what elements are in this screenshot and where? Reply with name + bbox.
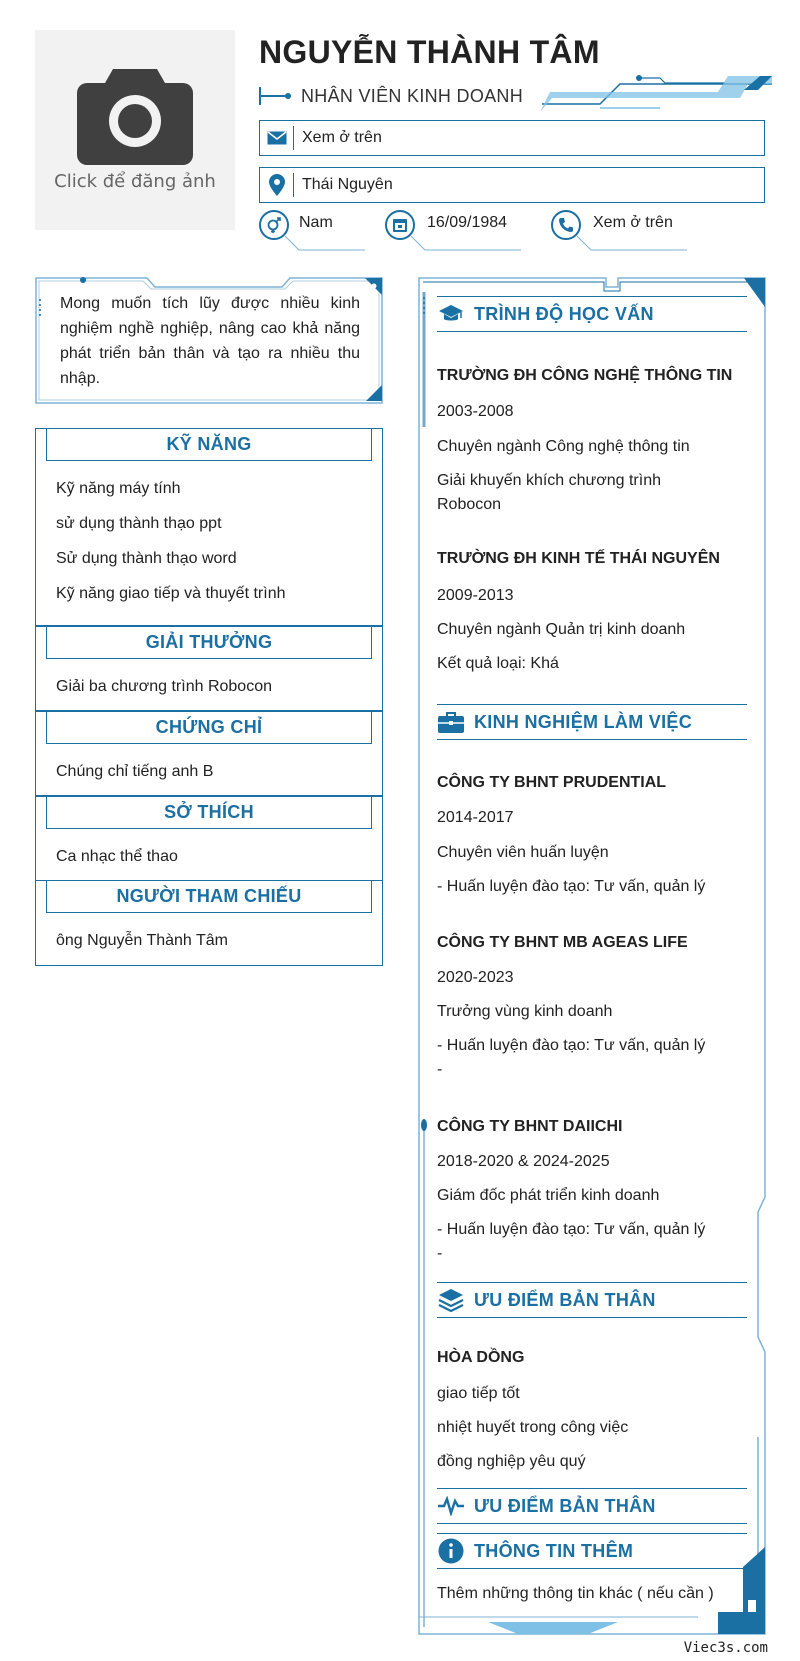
- phone-value: Xem ở trên: [593, 214, 673, 231]
- certificate-item: Chúng chỉ tiếng anh B: [56, 763, 214, 780]
- school-period: 2009-2013: [437, 587, 514, 604]
- job-position: Trưởng vùng kinh doanh: [437, 1003, 613, 1020]
- email-field[interactable]: [259, 120, 765, 156]
- header-decoration: [540, 72, 772, 112]
- education-header: [437, 296, 747, 332]
- gender-value: Nam: [299, 214, 333, 231]
- briefcase-icon: [437, 708, 465, 736]
- camera-icon: [75, 61, 195, 165]
- more-info-title: THÔNG TIN THÊM: [474, 1540, 634, 1561]
- skill-item: Kỹ năng giao tiếp và thuyết trình: [56, 585, 286, 602]
- objective-text: Mong muốn tích lũy được nhiều kinh nghiệm nghề nghiệp, nâng cao khả năng phát triển bản thân và tạo ra nhiều thu nhập.: [60, 295, 360, 387]
- certificates-section: [35, 711, 383, 796]
- career-objective: [35, 277, 383, 404]
- school-note: Kết quả loại: Khá: [437, 655, 559, 672]
- strength-heading: HÒA DỒNG: [437, 1349, 525, 1366]
- references-title: NGƯỜI THAM CHIẾU: [46, 881, 372, 913]
- job-line-icon: [259, 87, 289, 105]
- job-title: NHÂN VIÊN KINH DOANH: [301, 85, 524, 106]
- award-item: Giải ba chương trình Robocon: [56, 678, 272, 695]
- skill-item: Kỹ năng máy tính: [56, 480, 181, 497]
- strength-item: giao tiếp tốt: [437, 1385, 520, 1402]
- school-period: 2003-2008: [437, 403, 514, 420]
- birthday-info: [385, 210, 507, 254]
- job-position: Giám đốc phát triển kinh doanh: [437, 1187, 660, 1204]
- gender-info: [259, 210, 333, 254]
- strengths2-title: ƯU ĐIỂM BẢN THÂN: [474, 1495, 656, 1516]
- company-name: CÔNG TY BHNT DAIICHI: [437, 1118, 623, 1135]
- strengths-title: ƯU ĐIỂM BẢN THÂN: [474, 1289, 656, 1310]
- job-description: - Huấn luyện đào tạo: Tư vấn, quản lý: [437, 1221, 706, 1238]
- avatar-upload-label: Click để đăng ảnh: [54, 170, 216, 192]
- skill-item: sử dụng thành thạo ppt: [56, 515, 222, 532]
- strengths2-header: [437, 1488, 747, 1524]
- job-period: 2020-2023: [437, 969, 514, 986]
- candidate-name: NGUYỄN THÀNH TÂM: [259, 34, 600, 70]
- company-name: CÔNG TY BHNT PRUDENTIAL: [437, 774, 667, 791]
- layers-icon: [437, 1286, 465, 1314]
- hobbies-section: [35, 796, 383, 881]
- school-name: TRƯỜNG ĐH KINH TẾ THÁI NGUYÊN: [437, 550, 720, 567]
- address-field[interactable]: [259, 167, 765, 203]
- job-period: 2014-2017: [437, 809, 514, 826]
- more-info-text: Thêm những thông tin khác ( nếu cần ): [437, 1585, 714, 1602]
- job-position: Chuyên viên huấn luyện: [437, 844, 609, 861]
- job-description: - Huấn luyện đào tạo: Tư vấn, quản lý: [437, 1037, 706, 1054]
- awards-title: GIẢI THƯỞNG: [46, 627, 372, 659]
- hobbies-title: SỞ THÍCH: [46, 797, 372, 829]
- avatar-upload[interactable]: [35, 30, 235, 230]
- skill-item: Sử dụng thành thạo word: [56, 550, 237, 567]
- more-info-header: [437, 1533, 747, 1569]
- address-value: Thái Nguyên: [302, 176, 393, 193]
- job-title-row: [259, 84, 523, 108]
- school-major: Chuyên ngành Quản trị kinh doanh: [437, 621, 686, 638]
- info-icon: [437, 1537, 465, 1565]
- envelope-icon: [260, 126, 294, 150]
- strength-item: đồng nghiệp yêu quý: [437, 1453, 586, 1470]
- experience-header: [437, 704, 747, 740]
- school-note: Giải khuyến khích chương trình Robocon: [437, 472, 661, 513]
- experience-title: KINH NGHIỆM LÀM VIỆC: [474, 711, 693, 732]
- strength-item: nhiệt huyết trong công việc: [437, 1419, 629, 1436]
- school-name: TRƯỜNG ĐH CÔNG NGHỆ THÔNG TIN: [437, 367, 733, 384]
- watermark: Viec3s.com: [683, 1640, 768, 1656]
- education-title: TRÌNH ĐỘ HỌC VẤN: [474, 303, 654, 324]
- certificates-title: CHỨNG CHỈ: [46, 712, 372, 744]
- school-major: Chuyên ngành Công nghệ thông tin: [437, 438, 690, 455]
- strengths-header: [437, 1282, 747, 1318]
- job-extra: -: [437, 1061, 443, 1078]
- job-extra: -: [437, 1245, 443, 1262]
- phone-info: [551, 210, 673, 254]
- birthday-value: 16/09/1984: [427, 214, 508, 231]
- awards-section: [35, 626, 383, 711]
- company-name: CÔNG TY BHNT MB AGEAS LIFE: [437, 934, 688, 951]
- skills-section: [35, 428, 383, 626]
- job-description: - Huấn luyện đào tạo: Tư vấn, quản lý: [437, 878, 706, 895]
- graduation-cap-icon: [437, 300, 465, 328]
- job-period: 2018-2020 & 2024-2025: [437, 1153, 610, 1170]
- references-section: [35, 880, 383, 966]
- location-pin-icon: [260, 173, 294, 197]
- skills-title: KỸ NĂNG: [46, 429, 372, 461]
- pulse-icon: [437, 1492, 465, 1520]
- reference-item: ông Nguyễn Thành Tâm: [56, 932, 228, 949]
- email-value: Xem ở trên: [302, 129, 382, 146]
- hobby-item: Ca nhạc thể thao: [56, 848, 178, 865]
